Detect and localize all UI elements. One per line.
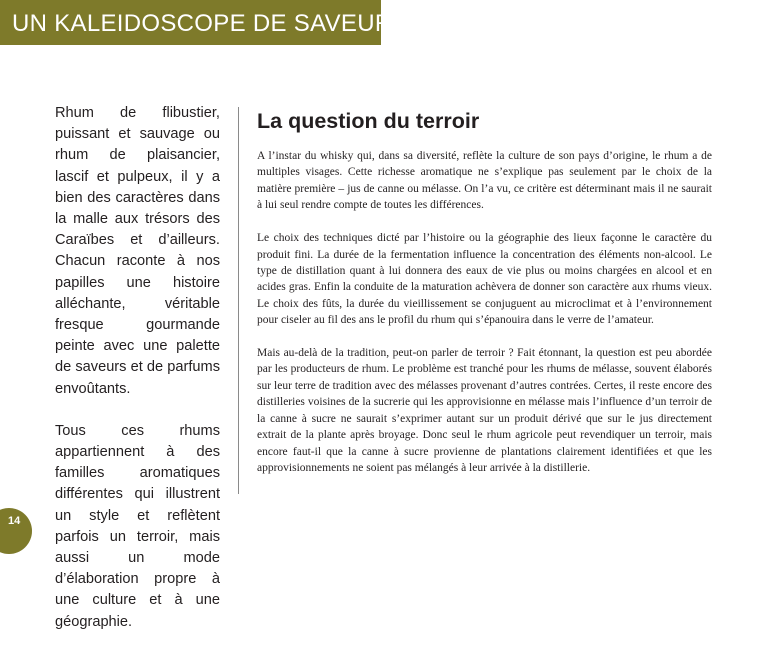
sidebar-paragraph: Rhum de flibustier, puissant et sauvage ou rhum de plaisancier, lascif et pulpeux, il y a bien des caractères dans la malle aux trésors des Caraïbes et d’ailleurs. Chacun raconte à nos papilles une histoire alléchante, véritable fresque gourmande peinte avec une palette de saveurs et de parfums envoûtants. [55, 105, 220, 397]
banner-title: UN KALEIDOSCOPE DE SAVEURS [12, 10, 409, 37]
sidebar-text [55, 103, 220, 654]
article-title: La question du terroir [257, 109, 480, 133]
header-banner [0, 0, 409, 45]
sidebar-paragraph: Tous ces rhums appartiennent à des familles aromatiques différentes qui illustrent un style et reflètent parfois un terroir, mais aussi un mode d’élaboration propre à une culture et à une géographie. [55, 422, 220, 630]
column-divider [238, 107, 239, 494]
page-number: 14 [8, 515, 21, 527]
article-body [257, 148, 712, 493]
article-paragraph: Le choix des techniques dicté par l’histoire ou la géographie des lieux façonne le caractère du produit fini. La durée de la fermentation influence la concentration des éléments non-alcool. Le type de distillation quant à lui donnera des eaux de vie plus ou moins chargées en alcool et en acides gras. Enfin la conduite de la maturation achèvera de donner son caractère aux rhums vieux. Le choix des fûts, la durée du vieillissement se conjuguent au microclimat et à l’environnement pour ciseler au fil des ans le profil du rhum qui s’épanouira dans le verre de l’amateur. [257, 232, 712, 327]
article-paragraph: A l’instar du whisky qui, dans sa diversité, reflète la culture de son pays d’origine, le rhum a de multiples visages. Cette richesse aromatique ne s’explique pas seulement par le choix de la matière première – jus de canne ou mélasse. On l’a vu, ce critère est déterminant mais il ne saurait à lui seul rendre compte de toutes les différences. [257, 150, 712, 212]
article-paragraph: Mais au-delà de la tradition, peut-on parler de terroir ? Fait étonnant, la question est peu abordée par les producteurs de rhum. Le problème est tranché pour les rhums de mélasse, souvent élaborés sur leur terre de tradition avec des mélasses provenant d’autres contrées. Certes, il reste encore des distilleries voisines de la sucrerie qui les approvisionne en mélasse mais l’influence d’un terroir de la canne à sucre ne saurait s’exprimer autant sur un produit dérivé que sur le jus directement extrait de la plante après broyage. Donc seul le rhum agricole peut revendiquer un terroir, mais encore faut-il que la canne à sucre provienne de plantations clairement identifiées et que les approvisionnements ne soient pas mélangés à leur arrivée à la distillerie. [257, 347, 712, 474]
